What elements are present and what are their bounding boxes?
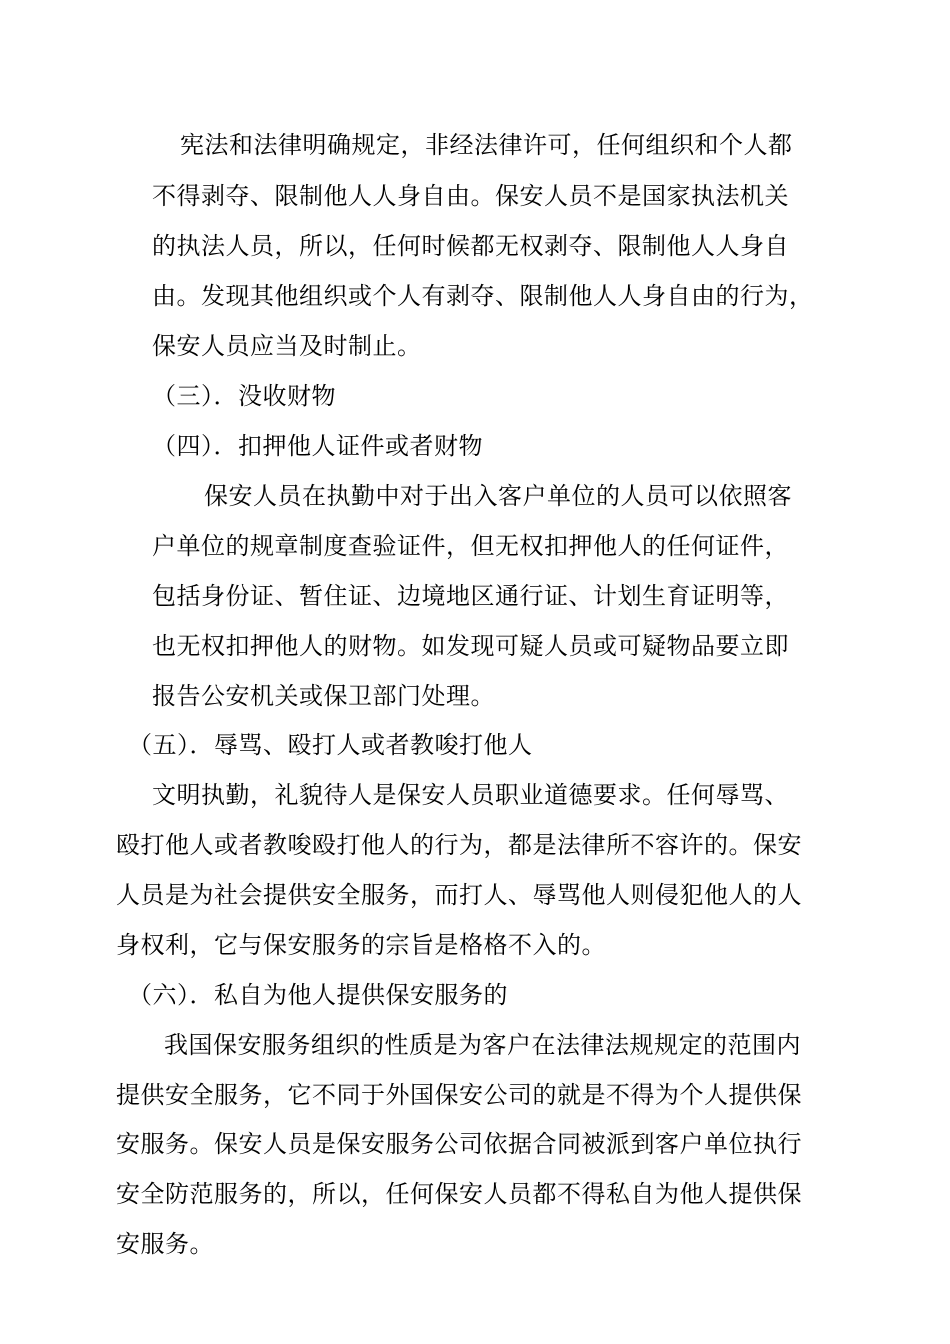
paragraph-line: 文明执勤，礼貌待人是保安人员职业道德要求。任何辱骂、 bbox=[152, 781, 789, 809]
section-heading-4: （四）．扣押他人证件或者财物 bbox=[152, 432, 483, 460]
paragraph-line: 安服务。保安人员是保安服务公司依据合同被派到客户单位执行 bbox=[116, 1130, 802, 1158]
paragraph-line: 殴打他人或者教唆殴打他人的行为，都是法律所不容许的。保安 bbox=[116, 831, 802, 859]
paragraph-line: 也无权扣押他人的财物。如发现可疑人员或可疑物品要立即 bbox=[152, 632, 789, 660]
paragraph-line: 我国保安服务组织的性质是为客户在法律法规规定的范围内 bbox=[164, 1031, 801, 1059]
paragraph-line: 身权利，它与保安服务的宗旨是格格不入的。 bbox=[116, 931, 606, 959]
paragraph-line: 包括身份证、暂住证、边境地区通行证、计划生育证明等， bbox=[152, 582, 789, 610]
paragraph-line: 保安人员应当及时制止。 bbox=[152, 332, 422, 360]
paragraph-line: 保安人员在执勤中对于出入客户单位的人员可以依照客 bbox=[204, 482, 792, 510]
paragraph-line: 户单位的规章制度查验证件，但无权扣押他人的任何证件， bbox=[152, 532, 789, 560]
paragraph-line: 由。发现其他组织或个人有剥夺、限制他人人身自由的行为， bbox=[152, 282, 814, 310]
paragraph-line: 人员是为社会提供安全服务，而打人、辱骂他人则侵犯他人的人 bbox=[116, 881, 802, 909]
paragraph-line: 安全防范服务的，所以，任何保安人员都不得私自为他人提供保 bbox=[116, 1180, 802, 1208]
paragraph-line: 安服务。 bbox=[116, 1230, 214, 1258]
paragraph-line: 提供安全服务，它不同于外国保安公司的就是不得为个人提供保 bbox=[116, 1081, 802, 1109]
section-heading-5: （五）．辱骂、殴打人或者教唆打他人 bbox=[128, 731, 533, 759]
paragraph-line: 宪法和法律明确规定，非经法律许可，任何组织和个人都 bbox=[180, 131, 793, 159]
paragraph-line: 报告公安机关或保卫部门处理。 bbox=[152, 682, 495, 710]
section-heading-6: （六）．私自为他人提供保安服务的 bbox=[128, 981, 508, 1009]
paragraph-line: 的执法人员，所以，任何时候都无权剥夺、限制他人人身自 bbox=[152, 232, 789, 260]
section-heading-3: （三）．没收财物 bbox=[152, 382, 336, 410]
paragraph-line: 不得剥夺、限制他人人身自由。保安人员不是国家执法机关 bbox=[152, 182, 789, 210]
